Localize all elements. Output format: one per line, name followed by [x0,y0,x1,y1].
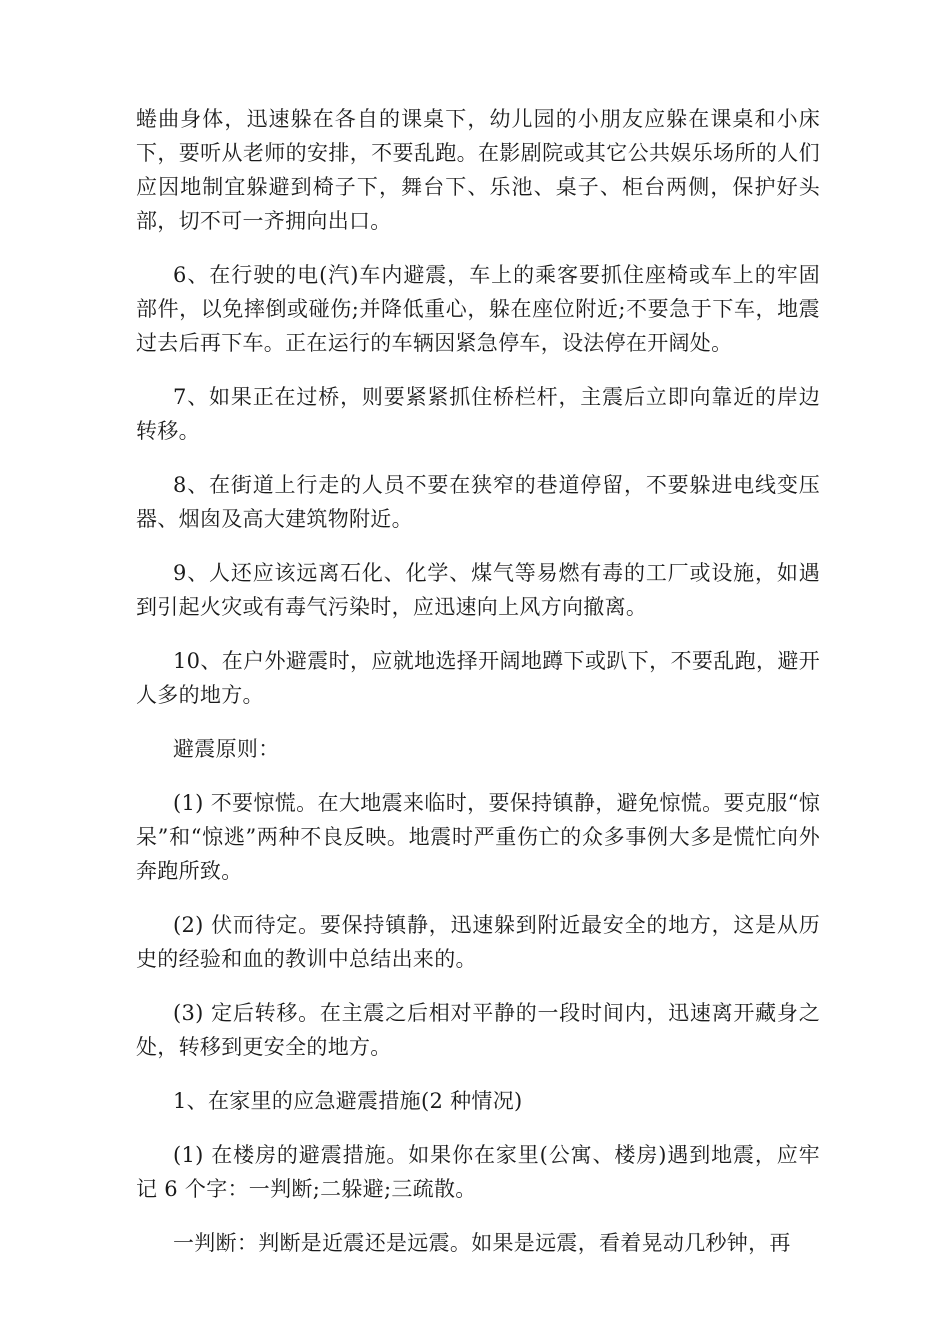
paragraph-8: (2) 伏而待定。要保持镇静，迅速躲到附近最安全的地方，这是从历史的经验和血的教训中总结出来的。 [136,913,820,971]
paragraph-3: 8、在街道上行走的人员不要在狭窄的巷道停留，不要躲进电线变压器、烟囱及高大建筑物附近。 [136,473,820,531]
paragraph-12: 一判断：判断是近震还是远震。如果是远震，看着晃动几秒钟，再 [173,1231,791,1255]
paragraph-6: 避震原则： [173,737,280,761]
paragraph-11: (1) 在楼房的避震措施。如果你在家里(公寓、楼房)遇到地震，应牢记 6 个字：一判断;二躲避;三疏散。 [136,1143,820,1201]
paragraph-9: (3) 定后转移。在主震之后相对平静的一段时间内，迅速离开藏身之处，转移到更安全的地方。 [136,1001,820,1059]
paragraph-0: 蜷曲身体，迅速躲在各自的课桌下，幼儿园的小朋友应躲在课桌和小床下，要听从老师的安排，不要乱跑。在影剧院或其它公共娱乐场所的人们应因地制宜躲避到椅子下，舞台下、乐池、桌子、柜台两侧，保护好头部，切不可一齐拥向出口。 [136,107,820,233]
paragraph-10: 1、在家里的应急避震措施(2 种情况) [173,1089,523,1113]
document-body [136,102,820,1280]
paragraph-2: 7、如果正在过桥，则要紧紧抓住桥栏杆，主震后立即向靠近的岸边转移。 [136,385,820,443]
paragraph-4: 9、人还应该远离石化、化学、煤气等易燃有毒的工厂或设施，如遇到引起火灾或有毒气污染时，应迅速向上风方向撤离。 [136,561,820,619]
paragraph-7: (1) 不要惊慌。在大地震来临时，要保持镇静，避免惊慌。要克服“惊呆”和“惊逃”两种不良反映。地震时严重伤亡的众多事例大多是慌忙向外奔跑所致。 [136,791,820,883]
paragraph-1: 6、在行驶的电(汽)车内避震，车上的乘客要抓住座椅或车上的牢固部件，以免摔倒或碰伤;并降低重心，躲在座位附近;不要急于下车，地震过去后再下车。正在运行的车辆因紧急停车，设法停在开阔处。 [136,263,820,355]
paragraph-5: 10、在户外避震时，应就地选择开阔地蹲下或趴下，不要乱跑，避开人多的地方。 [136,649,820,707]
